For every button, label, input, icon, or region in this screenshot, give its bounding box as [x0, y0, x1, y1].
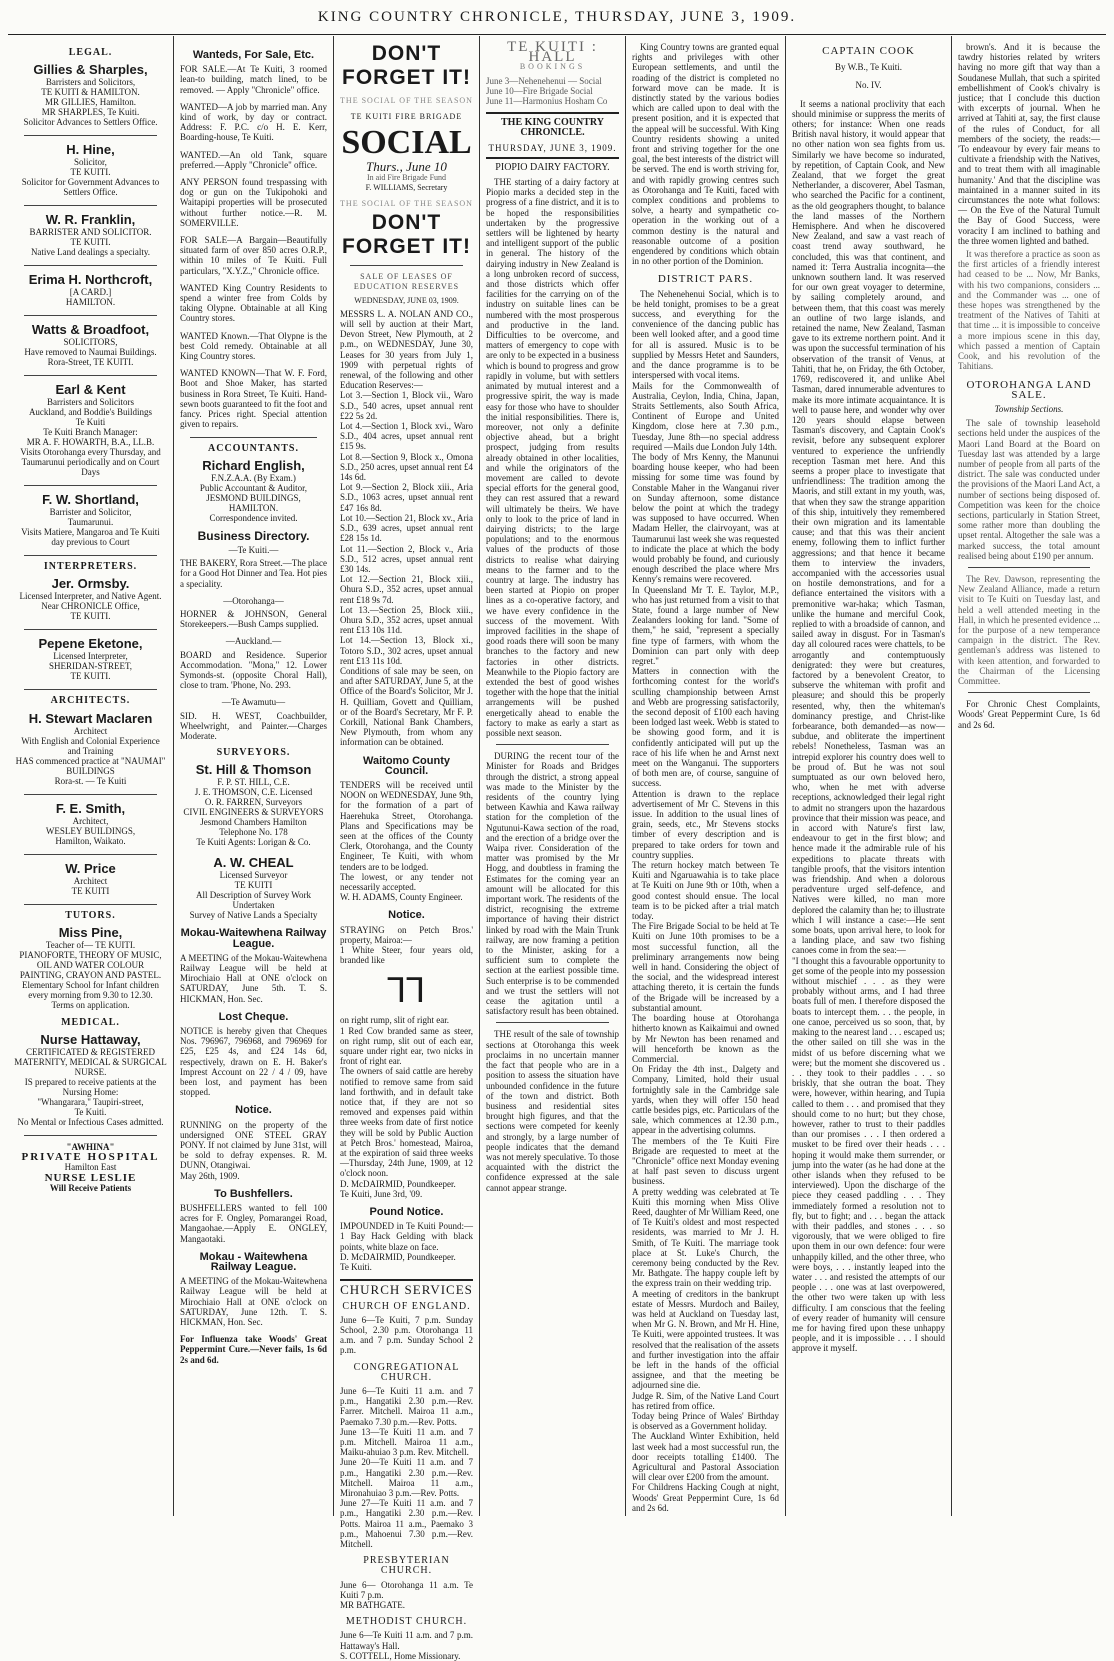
bushfellers-text: BUSHFELLERS wanted to fell 100 acres for F. Ongley, Pomarangei Road, Mangaohae.—Apply E. ONGLEY, Mangaotaki. [180, 1203, 327, 1244]
district-pars-text: The Nehenehenui Social, which is to be held tonight, promises to be a great success, and everything for the convenience of the dancing public has been well looked after, and a good time for all is assured. Music is to be supplied by Messrs Hetet and Saunders, and the dance programme is to be interspersed with vocal items. Mails for the Commonwealth of Australia, Ceylon, India, China, Japan, Straits Settlements, also South Africa, Continent of Europe and United Kingdom, close here at 7.30 p.m., Tuesday, June 8th—no special address required —Mails due London July 14th. The body of Mrs Kenny, the Manunui boarding house keeper, who had been missing for some time was found by Constable Maher in the Wanganui river on Sunday afternoon, some distance below the point at which the tradegy was supposed to have occurred. When Madam Heller, the clairvoyant, was at Taumarunui last week she was requested to indicate the place at which the body would probably be found, and curiously enough described the place where Mrs Kenny's remains were recovered. In Queensland Mr T. E. Taylor, M.P., who has just returned from a visit to that State, found a large number of New Zealanders looking for land. "Some of them," he said, "represent a specially fine type of farmers, with whom the Dominion can part only with deep regret." Matters in connection with the forthcoming contest for the world's sculling championship between Arnst and Webb are progressing satisfactorily, the second deposit of £100 each having been lodged last week. Webb is stated to be showing good form, and it is confidently anticipated will put up the race of his life when he and Arnst next meet on the Wanganui. The supporters of both men are, of course, sanguine of success. Attention is drawn to the replace advertisement of Mr C. Stevens in this issue. In addition to the usual lines of grain, seeds, etc., Mr Stevens stocks timber of every description and is prepared to take orders for town and country supplies. The return hockey match between Te Kuiti and Ngaruawahia is to take place at Te Kuiti on June 9th or 10th, when a good contest should ensue. The local team is to be picked after a trial match today. The Fire Brigade Social to be held at Te Kuiti on June 10th promises to be a most successful function, all the preliminary arrangements now being well in hand. Considering the object of the social, and the widespread interest attaching thereto, it is certain the funds of the Brigade will be increased by a substantial amount. The boarding house at Otorohanga hitherto known as Kaikaimui and owned by Mr Newton has been renamed and will henceforth be known as the Commercial. On Friday the 4th inst., Dalgety and Company, Limited, hold their usual fortnightly sale in the Cambridge sale yards, when they will offer 150 head cattle besides pigs, etc. Particulars of the sale, which commences at 12.30 p.m., appear in the advertising columns. The members of the Te Kuiti Fire Brigade are requested to meet at the "Chronicle" office next Monday evening at half past seven to discuss urgent business. A pretty wedding was celebrated at Te Kuiti this morning when Miss Olive Reed, daughter of Mr William Reed, one of Te Kuiti's oldest and most respected residents, was married to Mr J. H. Smith, of Te Kuiti. The marriage took place at St. Luke's Church, the ceremony being conducted by the Rev. Mr. Bathgate. The happy couple left by the express train on their wedding trip. A meeting of creditors in the bankrupt estate of Messrs. Murdoch and Bailey, was held at Auckland on Tuesday last, when Mr G. N. Brown, and Mr H. Hine, Te Kuiti, were appointed trustees. It was resolved that the realisation of the assets and further investigation into the affair be left in the hands of the official assignee, and that the meeting be adjourned sine die. Judge R. Sim, of the Native Land Court has retired from office. Today being Prince of Wales' Birthday is observed as a Government holiday. The Auckland Winter Exhibition, held last week had a most successful run, the door receipts totalling £1400. The Agricultural and Pastoral Association will clear over £200 from the amount. For Childrens Hacking Cough at night, Woods' Great Peppermint Cure, 1s 6d and 2s 6d. [632, 288, 779, 1513]
land-sale-title: OTOROHANGA LAND SALE. [966, 378, 1092, 401]
classified-ad: WANTED Known.—That Olypne is the best Cold remedy. Obtainable at all King Country stores. [180, 330, 327, 362]
mokau-league-1-title: Mokau-Waitewhena Railway League. [180, 927, 327, 950]
section-accountants: ACCOUNTANTS. [208, 442, 299, 454]
nurse-leslie: NURSE LESLIE [44, 1171, 137, 1184]
dont-forget-2: DON'T FORGET IT! [342, 211, 471, 259]
legal-cards [14, 62, 167, 556]
place-otorohanga: —Otorohanga— [223, 595, 284, 606]
divider [340, 1279, 473, 1281]
cheal-details: Licensed Surveyor TE KUITI All Description of Survey Work Undertaken Survey of Native Lands a Specialty [189, 870, 318, 921]
column-legal [8, 36, 174, 1516]
ad-west: SID. H. WEST, Coachbuilder, Wheelwright, and Painter.—Charges Moderate. [180, 710, 327, 741]
cook-continued-2: It was therefore a practice as soon as the first articles of a friendly interest had ceased to be ... Now, Mr Banks, with his two companions, considers ... and the Commander was ... one of these hopes was strengthened by the treatment of the Natives of Tahiti at that time ... it is impossible to conceive a more impious scene in this day, which passed a mention of Captain Cook, and his revolution of the Tahitians. [958, 249, 1100, 372]
divider [24, 555, 157, 556]
mokau-league-2-text: A MEETING of the Mokau-Waitewhena Railway League will be held at Mirochiaio Hall at ONE o'clock on SATURDAY, June 12th. T. S. HICKMAN, Hon. Sec. [180, 1276, 327, 1328]
bookings-title: BOOKINGS [519, 62, 586, 72]
hospital-title: PRIVATE HOSPITAL [21, 1151, 160, 1164]
divider [486, 112, 619, 114]
column-district [626, 36, 786, 1516]
social-date: Thurs., June 10 [366, 159, 447, 175]
section-interpreters: INTERPRETERS. [43, 561, 138, 573]
lost-cheque-title: Lost Cheque. [218, 1010, 289, 1023]
cook-body: It seems a national proclivity that each should minimise or suppress the merits of others; for instance: When one reads British naval history, it would appear that no other nation won sea fights from us. Similarly we have become so indurated, by repetition, of Captain Cook, and New Zealand, that we forget the great Netherlander, a discoverer, Abel Tasman, who searched the Pacific for a continent, as the old geographers thought, to balance the land masses of the Northern Hemisphere. And when he discovered New Zealand, and saw a vast reach of coast trend away southward, he concluded, this was that continent, and named it: Terra Australia incognita—the unknown southern land. It was reserved for our own great voyager to determine, by sailing completely around, and between them, that this coast was merely an outline of two large islands, and retained the name, New Zealand, Tasman gave to its extreme northern point. And it was upon the successful termination of his observation of the transit of Venus, at Tahiti, that he, on Friday, the 6th October, 1769, rediscovered it, and unlike Abel Tasman, dared innumerable adventures to make its more intimate acquaintance. It is well to pause here, and wonder why over 120 years should elapse between Tasman's discovery, and Captain Cook's revisit, before any subsequent explorer ventured to experience the unfriendly reception Tasman met here. And this seems a proper place to investigate that unfriendliness: The tradition among the Maoris, and still extant in my youth, was, that when they saw the strange apparition of this ship, intuitively they remembered their own migration and its lamentable cause; and that this was their ancient enemy, following them to inflict further aggressions; and that hence it became them to interview the invaders, accompanied with the accessories usual on hostile demonstrations, and for a defiance entertained the visitors with a premonitive war-haka; which Tasman, unlike the humane and merciful Cook, replied to with a broadside of cannon, and sailed away in disgust. For in Tasman's day all coloured races were chattels, to be arrogantly and contemptuously denigrated: they were but creatures, factored by a benevolent Creator, to subserve the whiteman with profit and pleasure; and should this be properly resented, why, then the whiteman's dominancy prestige, and Christ-like forbearance, both demanded—as now—subdue, and obliterate the impertinent rebels! Nonetheless, Tasman was an intrepid explorer his country does well to be proud of. But he was not soul sumptuated as our own beloved hero, who, when he met with adverse receptions, acknowledged their legal right to admit no strangers upon the hazardous province that their mission was peace, and in accord with Nature's first law, endeavour to get in the first blow; and hence made it the admirable rule of his expeditions to placate threats with tangible proofs, that the visitors intention was friendship. And when a dolorous peradventure urged self-defence, and Natives were killed, no man more deplored the calamity than he; to illustrate which I will instance a case:—He sent some boats, upon arrival here, to look for a landing place, and saw two fishing canoes come in from the sea:— "I thought this a favourable opportunity to get some of the people into my possession without mischief . . . as they were probably without arms, and I had three boats full of men. I therefore disposed the boats to intercept them. . . the people, in one canoe, perceived us so soon, that, by making to the nearest land . . . escaped us; the other sailed on till she was in the midst of us before discerning what we were; but the moment she discovered us . . . they took to their paddles . . . so briskly, that she outran the boat. They were, however, within hearing, and Tupia called to them . . . and promised that they should come to no hurt; but they chose, however, rather to trust to their paddles than our promises . . . I then ordered a musket to be fired over their heads . . . hoping it would make them surrender, or jump into the water (as he had done at the other islands when they refused to be interviewed). Upon the discharge of the piece they ceased paddling . . . They immediately formed a resolution not to fly, but to fight; and . . . began the attack with their paddles, and stones . . . so vigorously, that we were obliged to fire upon them in our own defence: four were unhappily killed, and the other three, who were boys, . . . instantly leaped into the water . . . and resisted the attempts of our people . . . one was at last overpowered, the other two were taken up with less difficulty. I am conscious that the feeling of every reader of humanity will censure me for having fired upon these unhappy people, and it is impossible . . . I should approve it myself. [792, 98, 945, 1354]
tutor-card [14, 925, 167, 1010]
pound-title: Pound Notice. [369, 1206, 444, 1219]
solicitor-name: Watts & Broadfoot, [31, 322, 150, 338]
section-tutors: TUTORS. [65, 909, 116, 921]
nurse-name: Nurse Hattaway, [40, 1032, 141, 1048]
architect-details: Architect, WESLEY BUILDINGS, Hamilton, Waikato. [45, 815, 136, 846]
divider [968, 692, 1090, 693]
divider [350, 265, 463, 266]
solicitor-details: Solicitor, TE KUITI. Solicitor for Government Advances to Settlers Office. [21, 157, 160, 198]
place-te-awamutu: —Te Awamutu— [221, 697, 286, 708]
interpreter-card [14, 636, 167, 681]
influenza-ad: For Influenza take Woods' Great Peppermint Cure.—Never fails, 1s 6d 2s and 6d. [180, 1334, 327, 1365]
solicitor-details: [A CARD.] HAMILTON. [65, 287, 116, 308]
solicitor-details: Barristers and Solicitors Auckland, and Boddie's Buildings Te Kuiti Te Kuiti Branch Manager: MR A. F. HOWARTH, B.A., LL.B. Visits Otorohanga every Thursday, and Taumarunui periodically and on Court Days [20, 397, 161, 478]
article-body-3: THE result of the sale of township sections at Otorohanga this week proclaims in no uncertain manner the fact that people who are in a position to assess the situation have unbounded confidence in the future of the town and district. Both business and residential sites brought high figures, and that the sections were competed for keenly and strongly, by a large number of people indicates that the demand was not merely speculative. To those acquainted with the district the confidence expressed at the sale cannot appear strange. [486, 1029, 619, 1193]
accountant-name: Richard English, [202, 457, 305, 473]
waitomo-text: TENDERS will be received until NOON on WEDNESDAY, June 9th, for the formation of a part of Haerehuka Street, Otorohanga. Plans and Specifications may be seen at the offices of the County Clerk, Otorohanga, and the County Engineer, Te Kuiti, with whom tenders are to be lodged. The lowest, or any tender not necessarily accepted. W. H. ADAMS, County Engineer. [340, 779, 473, 903]
solicitor-details: Barrister and Solicitor, Taumarunui. Visits Matiere, Mangaroa and Te Kuiti day previous to Court [21, 507, 160, 548]
solicitor-name: Erima H. Northcroft, [28, 272, 153, 288]
column-captain-cook [786, 36, 952, 1516]
interpreter-details: Licensed Interpreter, SHERIDAN-STREET, TE KUITI. [48, 651, 133, 682]
meth-text: June 6—Te Kuiti 11 a.m. and 7 p.m. Hattaway's Hall. S. COTTELL, Home Missionary. [340, 1630, 473, 1661]
architect-name: W. Price [65, 860, 116, 876]
section-wanteds: Wanteds, For Sale, Etc. [192, 49, 315, 61]
sthill-card [180, 762, 327, 847]
hospital-location: Hamilton East [64, 1162, 117, 1173]
accountant-card [180, 458, 327, 523]
column-social [334, 36, 480, 1661]
divider [24, 375, 157, 376]
divider [24, 689, 157, 690]
lost-cheque-text: NOTICE is hereby given that Cheques Nos. 796967, 796968, and 796969 for £25, £25 4s, and £24 14s 6d, respectively, drawn on E. H. Baker's Imprest Account on 22 / 4 / 09, have been lost, and payment has been stopped. [180, 1025, 327, 1098]
classified-ad: WANTED.—An old Tank, square preferred.—Apply "Chronicle" office. [180, 149, 327, 170]
waitomo-title: Waitomo County Council. [363, 754, 450, 777]
page-columns [8, 36, 1106, 1661]
classified-ads [180, 64, 327, 429]
architect-card [14, 711, 167, 786]
classified-ad: ANY PERSON found trespassing with dog or gun on the Tukipohoki and Waitapipi properties will be prosecuted without further notice.—R. M. SOMERVILLE. [180, 177, 327, 228]
notice-text: RUNNING on the property of the undersigned ONE STEEL GRAY PONY. If not claimed by June 31st, will be sold to defray expenses. R. M. DUNN, Otangiwai. May 26th, 1909. [180, 1119, 327, 1181]
interpreter-details: Licensed Interpreter, and Native Agent. Near CHRONICLE Office, TE KUITI. [19, 591, 162, 622]
architect-cards [14, 711, 167, 905]
social-secretary: F. WILLIAMS, Secretary [365, 182, 448, 192]
chest-cure-ad: For Chronic Chest Complaints, Woods' Great Peppermint Cure, 1s 6d and 2s 6d. [958, 699, 1100, 730]
divider [496, 1022, 609, 1023]
cook-byline: By W.B., Te Kuiti. [835, 62, 902, 73]
sale-date: WEDNESDAY, JUNE 03, 1909. [354, 295, 459, 305]
divider [190, 437, 317, 438]
bushfellers-title: To Bushfellers. [214, 1187, 293, 1200]
architect-details: Architect TE KUITI [71, 875, 110, 896]
solicitor-card [14, 492, 167, 547]
architect-card [14, 801, 167, 846]
solicitor-name: Earl & Kent [55, 382, 126, 398]
season-1: THE SOCIAL OF THE SEASON [340, 96, 473, 105]
cheal-name: A. W. CHEAL [213, 855, 294, 871]
fire-brigade: TE KUITI FIRE BRIGADE [350, 112, 463, 122]
interpreter-name: Pepene Eketone, [38, 636, 143, 652]
article-body-2: DURING the recent tour of the Minister for Roads and Bridges through the district, a strong appeal was made to the Minister by the residents of the country lying between Kawhia and Kawa railway station for the completion of the Ngutunui-Kawa section of the road, and the erection of a bridge over the Waipa river. Consideration of the matter was promised by the Mr Hogg, and doubtless in framing the Estimates for the coming year an amount will be allocated for this important work. The residents of the district, recognising the extreme importance of having their district linked by road with the Main Trunk railway, are now framing a petition to the Minister, asking for a sufficient sum to complete the section at the earliest possible time. Such enterprise is to be commended and we trust the settlers will not cease the agitation until a satisfactory result has been obtained. [486, 751, 619, 1017]
social-title: SOCIAL [341, 124, 472, 162]
article-body: THE starting of a dairy factory at Piopio marks a decided step in the progress of a fine district, and it is to be hoped the responsibilities undertaken by the progressive settlers will be lightened by hearty and intelligent support of the public in general. The history of the dairying industry in New Zealand is a long unbroken record of success, and those districts which offer facilities for the carrying on of the industry on suitable lines can be numbered with the most prosperous and productive in the land. Difficulties to be overcome, and matters of emergency to cope with are only to be expected in a business which is bound to progress and grow rapidly in volume, but with settlers animated by mutual interest and a progressive spirit, the way is made easy for those who have to shoulder the initial responsibilities. There is, moreover, not only a definite objective ahead, but a bright prospect, judging from results already obtained in other localities, and while the originators of the movement are called to devote special efforts for the general good, they can rest assured that a reward will ultimately be theirs. We have only to look to the price of land in dairying districts; to the large populations; and to the enormous values of the products of those districts to realise what dairying means to the farmer and to the country at large. The industry has been started at Piopio on proper lines as a co-operative factory, and we have every confidence in the success of the movement. With improved facilities in the shape of good roads there will soon be many branches to the factory and new factories in other districts. Meanwhile to the Piopio factory are extended the best of good wishes together with the hope that the initial arrangements will be pushed energetically ahead to enable the factory to make as early a start as possible next season. [486, 177, 619, 738]
interpreter-card [14, 576, 167, 621]
divider [24, 205, 157, 206]
notice-stray-title: Notice. [388, 909, 425, 922]
cook-part: No. IV. [855, 80, 882, 91]
interpreter-cards [14, 576, 167, 690]
hall-title: TE KUITI : HALL [507, 39, 598, 66]
solicitor-name: H. Hine, [66, 142, 115, 158]
classified-ad: WANTED—A job by married man. Any kind of work, by day or contract. Address: F. P.C. c/o H. E. Kerr, Boarding-house, Te Kuiti. [180, 101, 327, 143]
district-pars-title: DISTRICT PARS. [657, 273, 754, 286]
solicitor-details: Barristers and Solicitors, TE KUITI & HAMILTON. MR GILLIES, Hamilton. MR SHARPLES, Te Kuiti. Solicitor Advances to Settlers Office. [23, 77, 158, 128]
editorial-continued: King Country towns are granted equal rights and privileges with other European settlements, and until the roading of the district is completed no forward move can be made. It is distinctly stated by the various bodies which are called upon to deal with the present position, and it is expected that the appeal will be successful. With King Country residents showing a united front and striving together for the one goal, the best interests of the district will be served. The end is worth striving for, and with rapidly growing centres such as Otorohanga and Te Kuiti, faced with complex conditions and problems to solve, a hearty and sympathetic co-operation in the working out of a common destiny is the natural and reasonable outcome of a position engendered by conditions which obtain in no other portion of the Dominion. [632, 42, 779, 267]
section-medical: MEDICAL. [61, 1016, 120, 1028]
section-legal: LEGAL. [68, 47, 113, 58]
divider [24, 485, 157, 486]
paper-date: THURSDAY, JUNE 3, 1909. [488, 142, 617, 153]
divider [486, 157, 619, 159]
architect-name: F. E. Smith, [55, 800, 126, 816]
accountant-details: F.N.Z.A.A. (By Exam.) Public Accountant & Auditor, JESMOND BUILDINGS, HAMILTON. Correspondence invited. [199, 472, 308, 523]
coe-title: CHURCH OF ENGLAND. [342, 1300, 471, 1312]
cook-title: CAPTAIN COOK [822, 45, 915, 57]
column-wanteds [174, 36, 334, 1516]
sale-text: MESSRS L. A. NOLAN AND CO., will sell by auction at their Mart, Devon Street, New Plymouth, at 2 p.m., on WEDNESDAY, June 30, Leases for 30 years from July 1, 1909 with perpetual rights of renewal, of the following and other Education Reserves:— Lot 3.—Section 1, Block vii., Waro S.D., 540 acres, upset annual rent £22 5s 2d. Lot 4.—Section 1, Block xvi., Waro S.D., 404 acres, upset annual rent £15 9s. Lot 8.—Section 9, Block x., Omona S.D., 250 acres, upset annual rent £4 14s 6d. Lot 9.—Section 2, Block xiii., Aria S.D., 1063 acres, upset annual rent £47 16s 8d. Lot 10.—Section 21, Block xv., Aria S.D., 639 acres, upset annual rent £28 15s 1d. Lot 11.—Section 2, Block v., Aria S.D., 512 acres, upset annual rent £30 14s. Lot 12.—Section 21, Block xiii., Ohura S.D., 352 acres, upset annual rent £18 9s 7d. Lot 13.—Section 25, Block xiii., Ohura S.D., 352 acres, upset annual rent £13 10s 11d. Lot 14.—Section 13, Block xi., Totoro S.D., 302 acres, upset annual rent £13 11s 10d. Conditions of sale may be seen, on and after SATURDAY, June 5, at the Office of the Board's Solicitor, Mr J. H. Quilliam, Govett and Quilliam, or of the Board's Secretary, Mr F. P. Corkill, National Bank Chambers, New Plymouth, from whom any information can be obtained. [340, 308, 473, 748]
divider [24, 904, 157, 905]
section-business-directory: Business Directory. [197, 528, 310, 543]
masthead: KING COUNTRY CHRONICLE, THURSDAY, JUNE 3, 1909. [317, 9, 797, 25]
ad-bakery: THE BAKERY, Rora Street.—The place for a Good Hot Dinner and Tea. Hot pies a speciality. [180, 558, 327, 589]
solicitor-card [14, 322, 167, 367]
tutor-name: Miss Pine, [58, 924, 123, 940]
classified-ad: WANTED KNOWN—That W. F. Ford, Boot and Shoe Maker, has started business in Rora Street, Te Kuiti. Hand-sewn boots guaranteed to fit the foot and fancy. Prices right. Special attention given to repairs. [180, 368, 327, 430]
classified-ad: WANTED King Country Residents to spend a winter free from Colds by taking Olypne. Obtainable at all King Country stores. [180, 282, 327, 324]
divider [24, 135, 157, 136]
place-te-kuiti: —Te Kuiti.— [228, 544, 279, 555]
architect-details: Architect With English and Colonial Experience and Training HAS commenced practice at "NAUMAI" BUILDINGS Rora-st. — Te Kuiti [15, 725, 166, 786]
column-land-sale [952, 36, 1106, 1516]
coe-text: June 6—Te Kuiti, 7 p.m. Sunday School, 2.30 p.m. Otorohanga 11 a.m. and 7 p.m. Sunday School 2 p.m. [340, 1314, 473, 1356]
section-surveyors: SURVEYORS. [216, 747, 291, 759]
solicitor-name: F. W. Shortland, [42, 492, 139, 508]
tutor-details: Teacher of— TE KUITI. PIANOFORTE, THEORY OF MUSIC, OIL AND WATER COLOUR PAINTING, CRAYON AND PASTEL. Elementary School for Infant children every morning from 9.30 to 12.30. Terms on application. [19, 939, 162, 1010]
cong-title: CONGREGATIONAL CHURCH. [353, 1361, 460, 1383]
masthead-rule [8, 34, 1106, 35]
divider [968, 567, 1090, 568]
ad-board: BOARD and Residence. Superior Accommodation. "Mona," 12. Lower Symonds-st. (opposite Choral Hall), close to tram. 'Phone, No. 293. [180, 649, 327, 691]
meth-title: METHODIST CHURCH. [345, 1616, 468, 1628]
divider [24, 1135, 157, 1136]
solicitor-details: SOLICITORS, Have removed to Naumai Buildings. Rora-Street, TE KUITI. [24, 337, 157, 368]
divider [24, 794, 157, 795]
architect-name: H. Stewart Maclaren [28, 710, 153, 726]
divider [24, 629, 157, 630]
dont-forget-1: DON'T FORGET IT! [342, 42, 471, 89]
awhina-title: "AWHINA" [66, 1142, 115, 1153]
place-auckland: —Auckland.— [225, 636, 282, 647]
season-2: THE SOCIAL OF THE SEASON [340, 199, 473, 209]
notice-title: Notice. [235, 1104, 272, 1117]
classified-ad: FOR SALE—A Bargain—Beautifully situated farm of over 850 acres O.R.P., within 10 miles of Te Kuiti. Full particulars, "X.Y.Z.," Chronicle office. [180, 235, 327, 276]
sthill-name: St. Hill & Thomson [195, 762, 312, 778]
township-sections: Township Sections. [994, 403, 1064, 414]
architect-card [14, 861, 167, 896]
nurse-leslie-sub: Will Receive Patients [49, 1182, 132, 1193]
article-title: PIOPIO DAIRY FACTORY. [495, 161, 610, 173]
solicitor-card [14, 142, 167, 197]
social-fund: In aid Fire Brigade Fund [366, 172, 447, 182]
solicitor-details: BARRISTER AND SOLICITOR. TE KUITI. Native Land dealings a specialty. [29, 227, 152, 258]
nurse-details: CERTIFICATED & REGISTERED MATERNITY, MEDICAL & SURGICAL NURSE. IS prepared to receive patients at the Nursing Home: "Whangarara," Taupiri-street, Te Kuiti. No Mental or Infectious Cases admitted. [14, 1047, 167, 1128]
bookings-list: June 3—Nehenehenui — Social June 10—Fire Brigade Social June 11—Harmonius Hosham Co [486, 75, 608, 107]
solicitor-card [14, 212, 167, 257]
column-editorial [480, 36, 626, 1516]
mokau-league-2-title: Mokau - Waitewhena Railway League. [199, 1250, 308, 1274]
sale-heading: SALE OF LEASES OF EDUCATION RESERVES [353, 272, 460, 292]
solicitor-card [14, 382, 167, 477]
divider [24, 265, 157, 266]
classified-ad: FOR SALE.—At Te Kuiti, 3 roomed lean-to building, match lined, to be removed. — Apply "Chronicle" office. [180, 64, 327, 95]
cong-text: June 6—Te Kuiti 11 a.m. and 7 p.m., Hangatiki 2.30 p.m.—Rev. Farrer. Mitchell. Mairoa 11 a.m., Paemako 7.30 p.m.—Rev. Potts. June 13—Te Kuiti 11 a.m. and 7 p.m. Mitchell. Mairoa 11 a.m., Maiku-ahuiao 3 p.m. Rev. Mitchell. June 20—Te Kuiti 11 a.m. and 7 p.m., Hangatiki 2.30 p.m.—Rev. Mitchell. Mairoa 11 a.m., Mironahuiao 3 p.m.—Rev. Potts. June 27—Te Kuiti 11 a.m. and 7 p.m., Hangatiki 2.30 p.m.—Rev. Potts. Mairoa 11 a.m., Paemako 3 p.m., Mahoenui 7.30 p.m.—Rev. Mitchell. [340, 1385, 473, 1549]
divider [496, 744, 609, 745]
dawson-text: The Rev. Dawson, representing the New Zealand Alliance, made a return visit to Te Kuiti on Tuesday last, and held a well attended meeting in the Hall, in which he presented evidence ... for the purpose of a new temperance campaign in the district. The Rev. gentleman's address was listened to with keen attention, and forwarded to the Chairman of the Licensing Committee. [958, 573, 1100, 686]
solicitor-card [14, 272, 167, 307]
interpreter-name: Jer. Ormsby. [51, 576, 130, 592]
church-services: CHURCH SERVICES [340, 1282, 473, 1298]
solicitor-name: Gillies & Sharples, [33, 62, 148, 78]
paper-name: THE KING COUNTRY CHRONICLE. [501, 117, 604, 139]
stray-text-2: on right rump, slit of right ear. 1 Red Cow branded same as steer, on right rump, slit out of each ear, square under right ear, two nicks in front of right ear. The owners of said cattle are hereby notified to remove same from said land forthwith, and in default take notice that, if they are not so removed and expenses paid within three weeks from date of first notice they will be sold by Public Auction at Petch Bros.' homestead, Mairoa, at the expiration of said three weeks—Thursday, 24th June, 1909, at 12 o'clock noon. D. McDAIRMID, Poundkeeper. Te Kuiti, June 3rd, '09. [340, 1015, 473, 1199]
solicitor-name: W. R. Franklin, [45, 212, 136, 228]
divider [24, 315, 157, 316]
nurse-card [14, 1032, 167, 1127]
cheal-card [180, 855, 327, 920]
pres-text: June 6— Otorohanga 11 a.m. Te Kuiti 7 p.m. MR BATHGATE. [340, 1579, 473, 1610]
land-sale-text: The sale of township leasehold sections held under the auspices of the Maori Land Board at the Board on Tuesday last was attended by a large number of people from all parts of the district. The sale was conducted under the provisions of the Maori Land Act, a number of sections being disposed of. Competition was keen for the choice sections, particularly in Station Street, some rather more than doubling the upset rental. Altogether the sale was a marked success, the total amount realised being about £190 per annum. [958, 418, 1100, 561]
pound-text: IMPOUNDED in Te Kuiti Pound:— 1 Bay Hack Gelding with black points, white blaze on face. D. McDAIRMID, Poundkeeper. Te Kuiti. [340, 1221, 473, 1273]
stray-text: STRAYING on Petch Bros.' property, Mairoa:— 1 White Steer, four years old, branded like [340, 924, 473, 966]
section-architects: ARCHITECTS. [50, 695, 131, 707]
cook-continued: brown's. And it is because the tawdry histories related by writers having no more gift that way than a Soudanese Mullah, that such a spirited embellishment of Cook's chivalry is justice; that I conclude this duction with excerpts of journal. When he arrived at Tahiti at, say, the first clause of the rules of Conduct, for all members of the society, the reads:— 'To endeavour by every fair means to cultivate a friendship with the Natives, and to treat them with all imaginable humanity.' And that the discipline was maintained in a manner suited in its circumstances the note what follows:— On the Eve of the Natural Tumult the Bay of Good Success, were voracity I am inclined to bathing and the three women lighted and bathed. [958, 42, 1100, 246]
mokau-league-1-text: A MEETING of the Mokau-Waitewhena Railway League will be held at Mirochiaio Hall at ONE o'clock on SATURDAY, June 5th. T. S. HICKMAN, Hon. Sec. [180, 952, 327, 1004]
pres-title: PRESBYTERIAN CHURCH. [363, 1555, 450, 1577]
solicitor-card [14, 62, 167, 127]
ad-horner: HORNER & JOHNSON, General Storekeepers.—Bush Camps supplied. [180, 608, 327, 630]
divider [24, 854, 157, 855]
sthill-details: F. P. ST. HILL, C.E. J. E. THOMSON, C.E. Licensed O. R. FARREN, Surveyors CIVIL ENGINEERS & SURVEYORS Jesmond Chambers Hamilton Telephone No. 178 Te Kuiti Agents: Lorigan & Co. [183, 777, 324, 848]
brand-mark: ⅂⅂ [387, 973, 426, 1011]
